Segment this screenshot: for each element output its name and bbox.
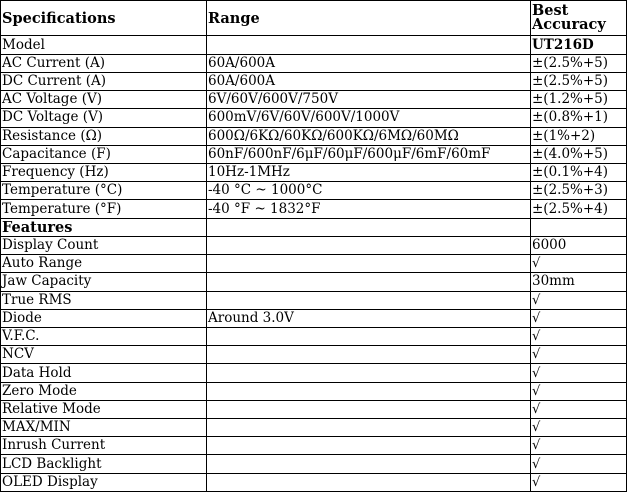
feature-value: √ [531,400,627,418]
feature-row [1,400,627,418]
feature-range [207,236,531,254]
feature-value: √ [531,473,627,491]
header-best-accuracy: Best Accuracy [531,1,627,36]
spec-range: 60A/600A [207,54,531,72]
spec-name: AC Current (A) [1,54,207,72]
feature-row [1,273,627,291]
feature-value: √ [531,364,627,382]
header-specifications: Specifications [1,1,207,36]
spec-accuracy: ±(2.5%+3) [531,182,627,200]
feature-value: √ [531,309,627,327]
spec-row [1,200,627,218]
feature-value: 6000 [531,236,627,254]
spec-row [1,72,627,90]
feature-value: √ [531,346,627,364]
spec-row [1,163,627,181]
spec-row [1,109,627,127]
feature-row [1,291,627,309]
feature-name: Jaw Capacity [1,273,207,291]
feature-range [207,437,531,455]
feature-value: 30mm [531,273,627,291]
spec-range: 60A/600A [207,72,531,90]
features-title-range [207,218,531,236]
specifications-body [1,54,627,218]
spec-accuracy: ±(2.5%+5) [531,72,627,90]
feature-name: LCD Backlight [1,455,207,473]
feature-row [1,382,627,400]
spec-name: Frequency (Hz) [1,163,207,181]
spec-range: -40 °F ~ 1832°F [207,200,531,218]
spec-range: -40 °C ~ 1000°C [207,182,531,200]
feature-value: √ [531,327,627,345]
feature-range [207,273,531,291]
feature-name: True RMS [1,291,207,309]
feature-range [207,364,531,382]
spec-name: Temperature (°F) [1,200,207,218]
spec-name: Capacitance (F) [1,145,207,163]
feature-name: NCV [1,346,207,364]
feature-name: Data Hold [1,364,207,382]
header-row [1,1,627,36]
feature-name: Auto Range [1,255,207,273]
features-title: Features [1,218,207,236]
feature-name: Inrush Current [1,437,207,455]
feature-name: Relative Mode [1,400,207,418]
feature-value: √ [531,255,627,273]
spec-range: 60nF/600nF/6μF/60μF/600μF/6mF/60mF [207,145,531,163]
header-range: Range [207,1,531,36]
feature-name: OLED Display [1,473,207,491]
feature-row [1,437,627,455]
feature-range [207,255,531,273]
feature-range [207,400,531,418]
spec-accuracy: ±(0.8%+1) [531,109,627,127]
spec-accuracy: ±(2.5%+4) [531,200,627,218]
feature-range [207,291,531,309]
feature-name: MAX/MIN [1,419,207,437]
spec-row [1,145,627,163]
feature-row [1,346,627,364]
spec-accuracy: ±(0.1%+4) [531,163,627,181]
feature-range [207,346,531,364]
feature-value: √ [531,455,627,473]
feature-value: √ [531,382,627,400]
spec-range: 6V/60V/600V/750V [207,91,531,109]
feature-range [207,419,531,437]
feature-row [1,455,627,473]
spec-accuracy: ±(2.5%+5) [531,54,627,72]
feature-row [1,473,627,491]
spec-range: 600mV/6V/60V/600V/1000V [207,109,531,127]
feature-value: √ [531,291,627,309]
spec-name: Temperature (°C) [1,182,207,200]
spec-row [1,54,627,72]
feature-range [207,455,531,473]
model-value: UT216D [531,36,627,54]
spec-range: 600Ω/6KΩ/60KΩ/600KΩ/6MΩ/60MΩ [207,127,531,145]
features-body [1,236,627,491]
feature-range [207,473,531,491]
feature-value: √ [531,419,627,437]
spec-accuracy: ±(1.2%+5) [531,91,627,109]
features-title-value [531,218,627,236]
spec-name: AC Voltage (V) [1,91,207,109]
feature-range: Around 3.0V [207,309,531,327]
feature-range [207,327,531,345]
feature-row [1,364,627,382]
feature-row [1,255,627,273]
model-row [1,36,627,54]
feature-name: V.F.C. [1,327,207,345]
features-section-row [1,218,627,236]
spec-row [1,182,627,200]
feature-name: Zero Mode [1,382,207,400]
spec-accuracy: ±(4.0%+5) [531,145,627,163]
feature-value: √ [531,437,627,455]
spec-range: 10Hz-1MHz [207,163,531,181]
feature-row [1,309,627,327]
spec-row [1,127,627,145]
model-range [207,36,531,54]
feature-name: Display Count [1,236,207,254]
spec-row [1,91,627,109]
spec-name: Resistance (Ω) [1,127,207,145]
feature-name: Diode [1,309,207,327]
feature-row [1,327,627,345]
model-label: Model [1,36,207,54]
feature-range [207,382,531,400]
spec-name: DC Current (A) [1,72,207,90]
spec-accuracy: ±(1%+2) [531,127,627,145]
feature-row [1,419,627,437]
feature-row [1,236,627,254]
spec-name: DC Voltage (V) [1,109,207,127]
